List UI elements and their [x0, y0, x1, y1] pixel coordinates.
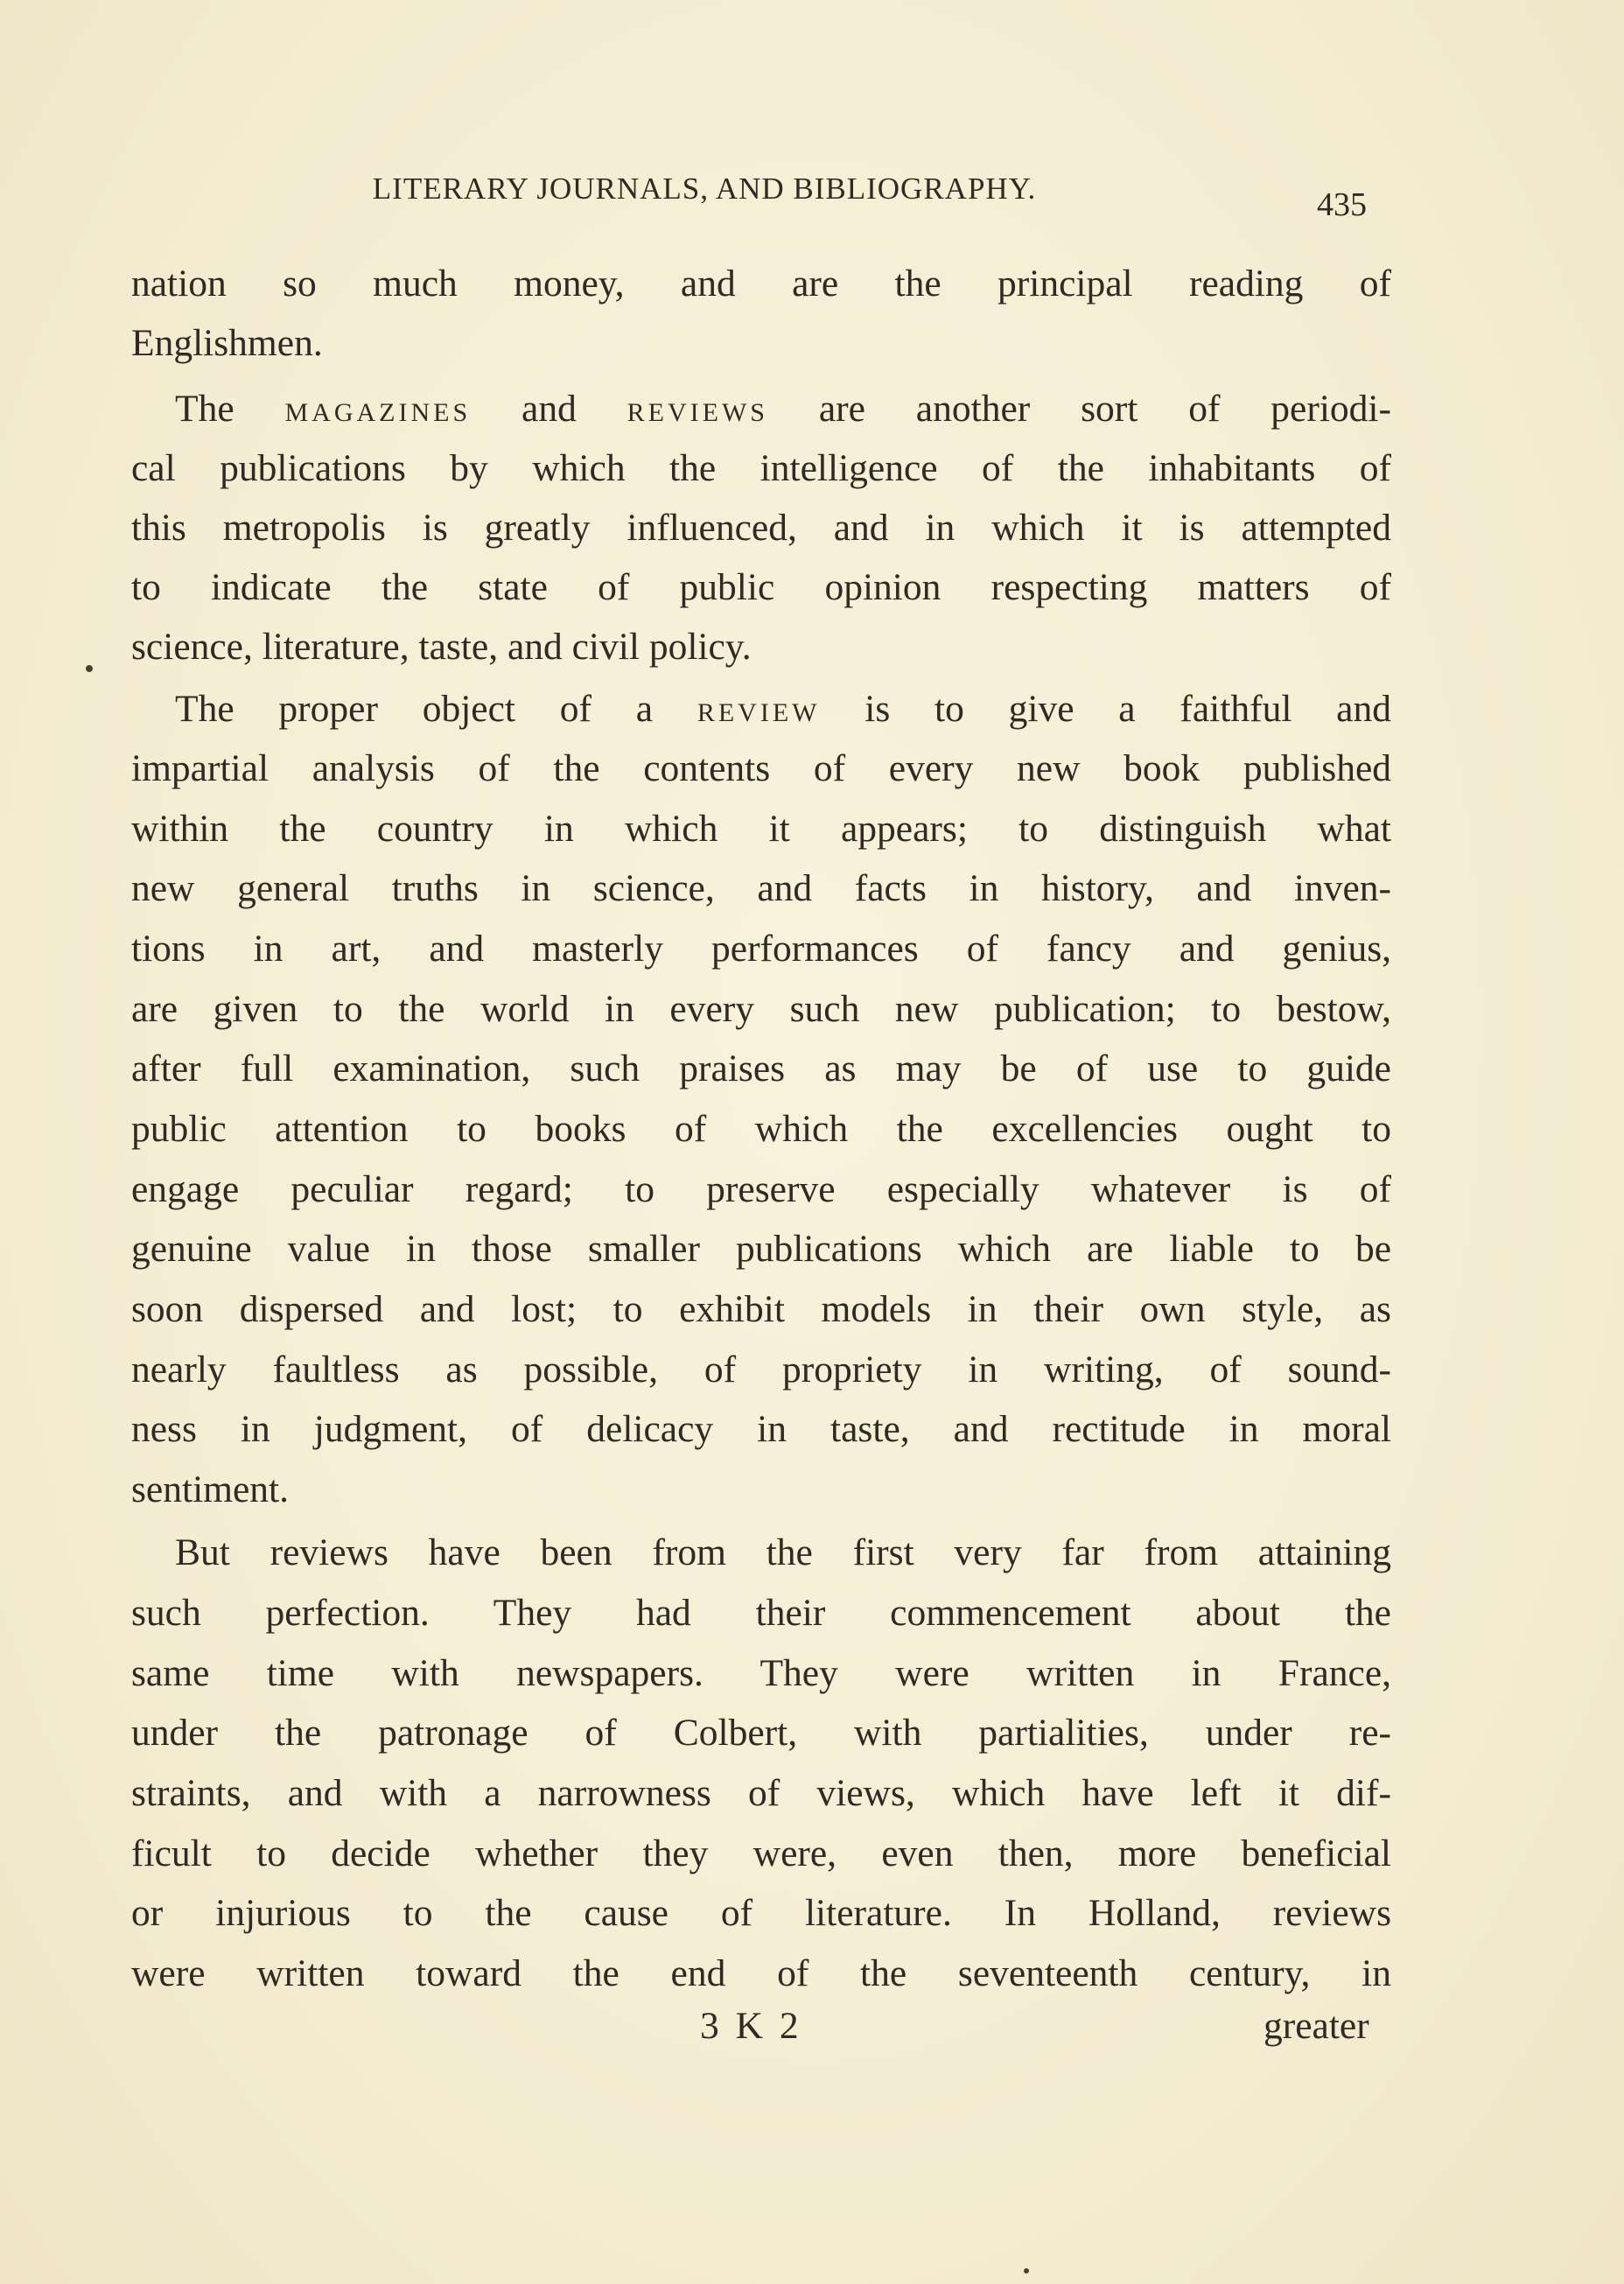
ink-speck [86, 665, 93, 672]
text-line: public attention to books of which the excellencies ought to [131, 1108, 1391, 1150]
text-line: science, literature, taste, and civil policy. [131, 626, 752, 668]
text-line: or injurious to the cause of literature. In Holland, reviews [131, 1892, 1391, 1934]
small-caps-term: reviews [626, 388, 768, 430]
text-line: such perfection. They had their commencement about the [131, 1592, 1391, 1634]
text-line: this metropolis is greatly influenced, and in which it is attempted [131, 507, 1391, 549]
text-run: is to give a faithful and [820, 688, 1391, 730]
text-line: soon dispersed and lost; to exhibit models in their own style, as [131, 1288, 1391, 1330]
text-line: genuine value in those smaller publications which are liable to be [131, 1228, 1391, 1270]
text-line: engage peculiar regard; to preserve especially whatever is of [131, 1168, 1391, 1210]
text-line [131, 379, 1391, 438]
text-run: The proper object of a [175, 688, 697, 730]
text-line: after full examination, such praises as may be of use to guide [131, 1047, 1391, 1089]
text-line: tions in art, and masterly performances of fancy and genius, [131, 928, 1391, 970]
text-line: within the country in which it appears; to distinguish what [131, 808, 1391, 850]
text-line: nation so much money, and are the principal reading of [131, 263, 1391, 305]
text-line: impartial analysis of the contents of every new book published [131, 747, 1391, 789]
page-footer [0, 2004, 1624, 2063]
text-run: are another sort of periodi- [768, 388, 1391, 430]
small-caps-term: magazines [284, 388, 472, 430]
catchword: greater [1264, 2005, 1369, 2047]
page-number: 435 [1317, 186, 1367, 223]
text-run: and [471, 388, 627, 430]
ink-speck [1024, 2268, 1029, 2273]
small-caps-term: review [696, 688, 821, 730]
text-line: straints, and with a narrowness of views, which have left it dif- [131, 1772, 1391, 1814]
text-line: new general truths in science, and facts in history, and inven- [131, 867, 1391, 909]
running-head: LITERARY JOURNALS, AND BIBLIOGRAPHY. [372, 172, 1037, 206]
text-line: same time with newspapers. They were written in France, [131, 1652, 1391, 1694]
text-line: nearly faultless as possible, of propriety in writing, of sound- [131, 1349, 1391, 1391]
text-line: Englishmen. [131, 322, 323, 364]
text-line: to indicate the state of public opinion respecting matters of [131, 566, 1391, 608]
text-line: ficult to decide whether they were, even then, more beneficial [131, 1832, 1391, 1874]
signature-mark: 3 K 2 [700, 2005, 802, 2047]
text-line: But reviews have been from the first very far from attaining [175, 1531, 1391, 1573]
text-line: under the patronage of Colbert, with partialities, under re- [131, 1712, 1391, 1754]
text-line [131, 679, 1391, 739]
text-line: were written toward the end of the seventeenth century, in [131, 1952, 1391, 1994]
text-line: are given to the world in every such new publication; to bestow, [131, 988, 1391, 1030]
text-line: ness in judgment, of delicacy in taste, and rectitude in moral [131, 1408, 1391, 1450]
text-line: sentiment. [131, 1468, 290, 1510]
text-line: cal publications by which the intelligence of the inhabitants of [131, 447, 1391, 489]
text-run: The [175, 388, 285, 430]
